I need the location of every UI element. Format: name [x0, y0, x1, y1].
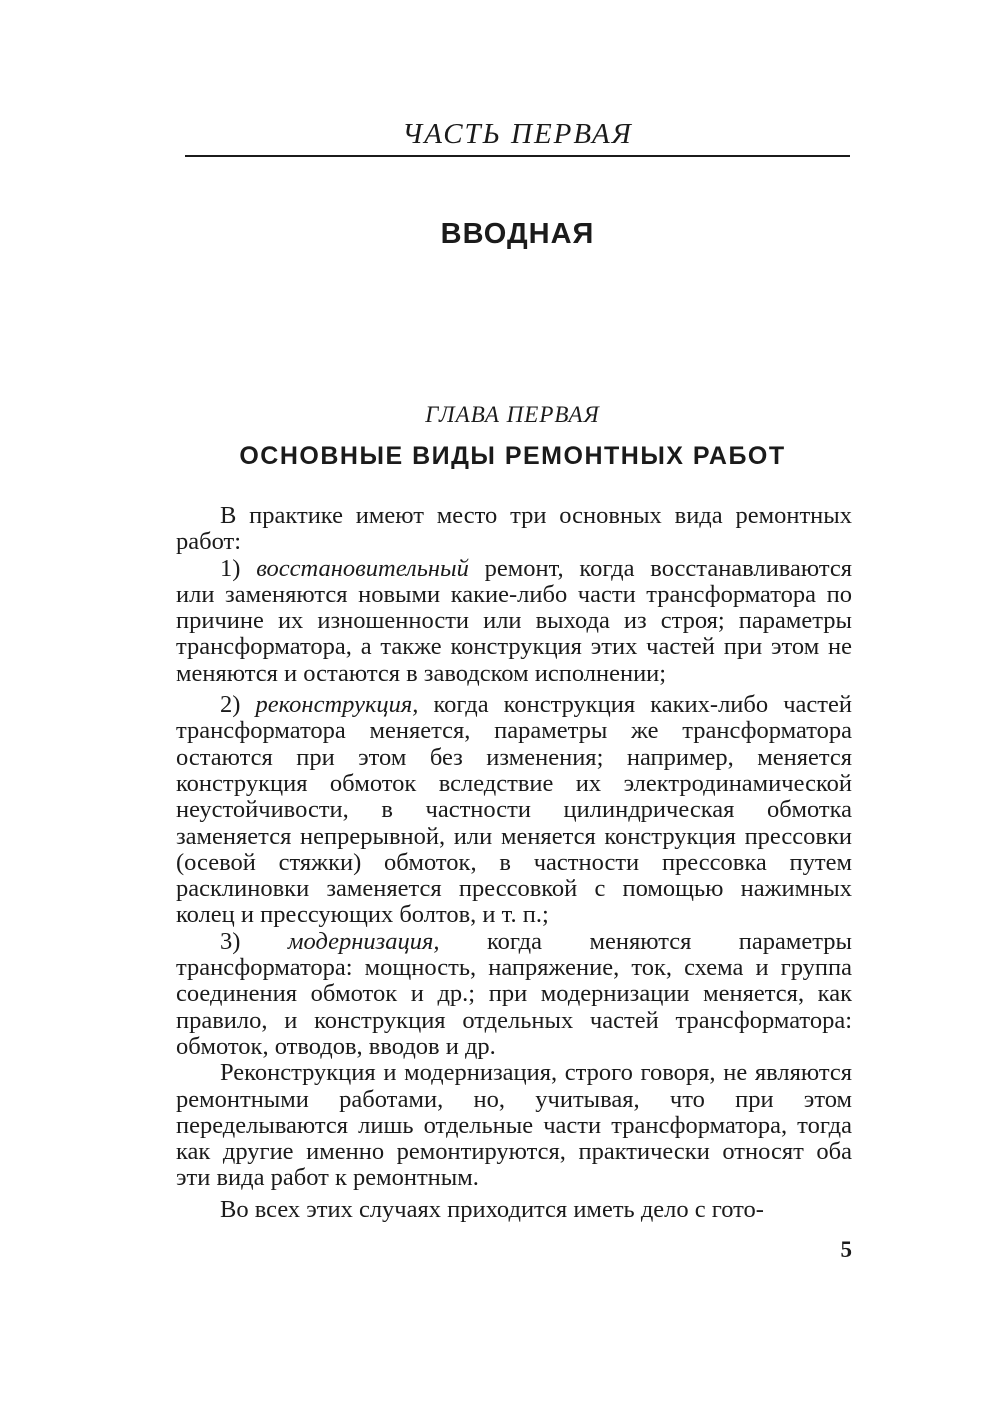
body-text [176, 503, 852, 1223]
item-3-text: когда меняются параметры трансформатора: мощность, напряжение, ток, схема и группа соединения обмоток и др.; при модернизации меняется, как правило, и конструкция отдельных частей трансформатора: обмоток, отводов, вводов и др. [176, 927, 853, 1060]
chapter-title: ОСНОВНЫЕ ВИДЫ РЕМОНТНЫХ РАБОТ [239, 442, 786, 470]
item-1-text: ремонт, когда восстанавливаются или заменяются новыми какие-либо части трансформатора по причине их изношенности или выхода из строя; параметры трансформатора, а также конструкция этих частей при этом не меняются и остаются в заводском исполнении; [176, 554, 853, 687]
item-1-number: 1) [220, 554, 241, 582]
item-3-number: 3) [220, 927, 241, 955]
page-number: 5 [840, 1237, 852, 1262]
item-2-term: реконструкция, [255, 691, 419, 719]
item-3-term: модернизация, [287, 927, 440, 955]
paragraph-item-2 [176, 692, 852, 929]
item-2-number: 2) [220, 691, 241, 719]
paragraph-item-3 [176, 929, 852, 1060]
section-title: ВВОДНАЯ [440, 218, 595, 250]
item-2-text: когда конструкция каких-либо частей трансформатора меняется, параметры же трансформатора остаются при этом без изменения; например, меняется конструкция обмоток вследствие их электродинамической неустойчивости, в частности цилиндрическая обмотка заменяется непрерывной, или меняется конструкция прессовки (осевой стяжки) обмоток, в частности прессовка путем расклиновки заменяется прессовкой с помощью нажимных колец и прессующих болтов, и т. п.; [176, 691, 852, 929]
item-1-term: восстановительный [256, 554, 469, 582]
paragraph-intro: В практике имеют место три основных вида ремонтных работ: [176, 502, 852, 556]
paragraph-5: Во всех этих случаях приходится иметь дело с гото- [220, 1195, 764, 1223]
part-title: ЧАСТЬ ПЕРВАЯ [402, 118, 633, 150]
header-rule [185, 155, 850, 157]
paragraph-4: Реконструкция и модернизация, строго говоря, не являются ремонтными работами, но, учитывая, что при этом переделываются лишь отдельные части трансформатора, тогда как другие именно ремонтируются, практически относят оба эти вида работ к ремонтным. [176, 1059, 852, 1192]
paragraph-item-1 [176, 556, 852, 687]
chapter-label: ГЛАВА ПЕРВАЯ [425, 402, 600, 427]
